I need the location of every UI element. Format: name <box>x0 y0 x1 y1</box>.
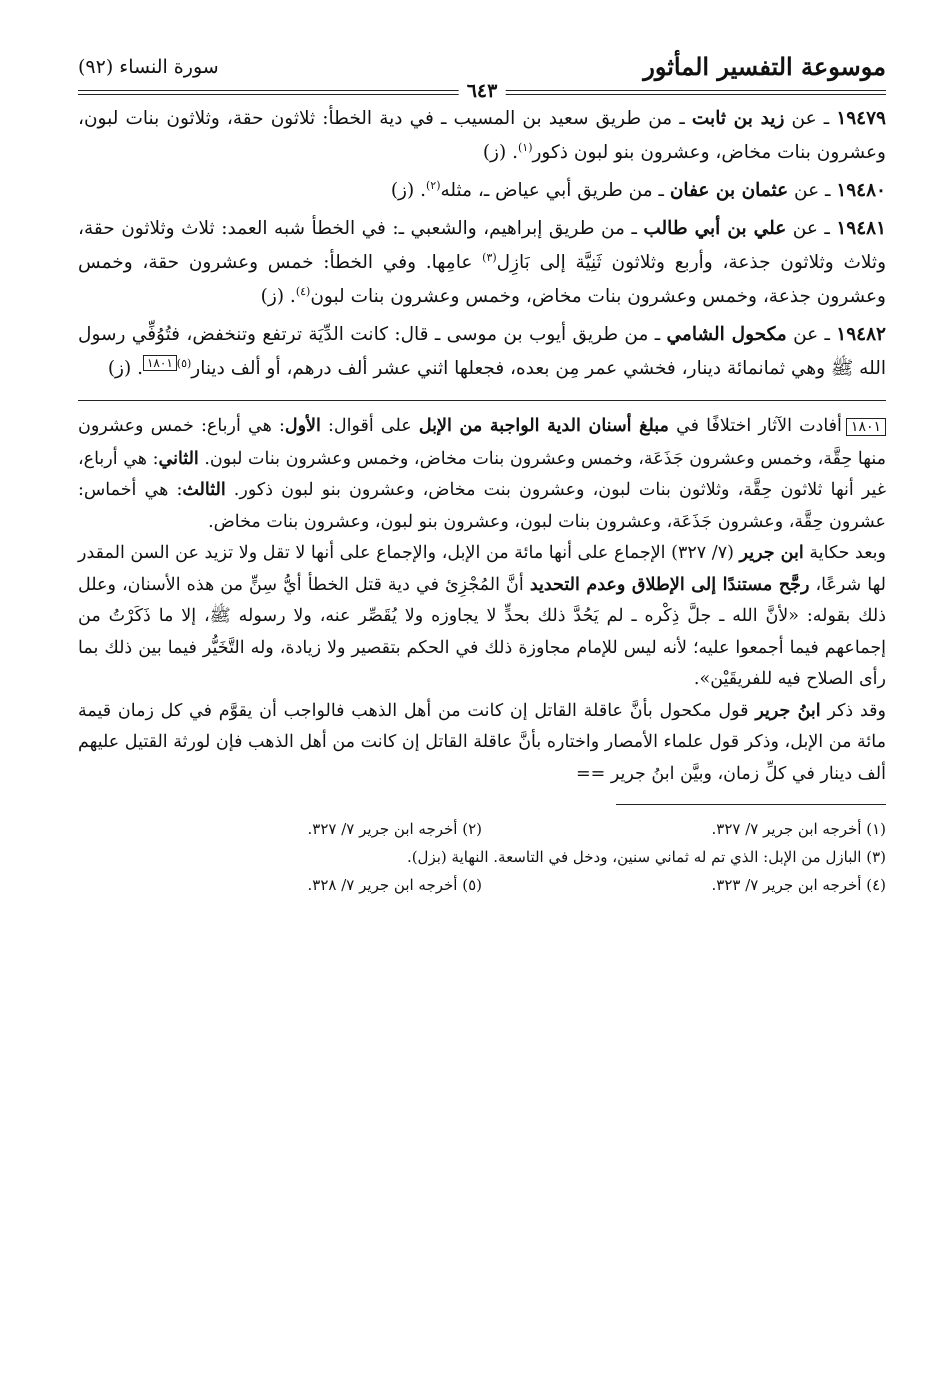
entry-source-tag: . (ز) <box>107 358 143 379</box>
entry-number: ١٩٤٨٠ <box>836 180 886 201</box>
entry-dash: ـ عن <box>786 218 837 239</box>
footnote-2: (٢) أخرجه ابن جرير ٧/ ٣٢٧. <box>307 820 482 838</box>
commentary-text: وقد ذكر <box>820 700 886 721</box>
entry-19480 <box>78 174 886 208</box>
entry-narrator: علي بن أبي طالب <box>643 218 787 239</box>
page-header <box>78 44 886 102</box>
page-number: ٦٤٣ <box>459 80 506 102</box>
entry-number: ١٩٤٨٢ <box>836 324 886 345</box>
commentary-text: على أقوال: <box>320 416 419 436</box>
book-title: موسوعة التفسير المأثور <box>643 52 886 81</box>
commentary-text: (٧/ ٣٢٧) الإجماع على أنها مائة من الإبل، والإجماع على أنها لا تقل ولا تزيد عن السن المقدر لها شرعًا، <box>78 543 886 595</box>
commentary-paragraph <box>78 696 886 791</box>
entry-text: ـ من طريق أبي عياض ـ، مثله <box>440 180 670 201</box>
entry-narrator: مكحول الشامي <box>666 324 787 345</box>
entry-19482 <box>78 318 886 386</box>
entry-text: ـ من طريق أيوب بن موسى ـ قال: كانت الدِّيَة ترتفع وتنخفض، فتُوُفِّي رسول الله ﷺ وهي ثمانمائة دينار، فخشي عمر مِن بعده، فجعلها اثني عشر ألف درهم، أو ألف دينار <box>78 324 886 379</box>
commentary-reference-box[interactable]: ١٨٠١ <box>143 355 177 371</box>
footnotes <box>78 815 886 899</box>
entry-narrator: زيد بن ثابت <box>691 108 785 129</box>
commentary-paragraph <box>78 538 886 696</box>
entry-19479 <box>78 102 886 170</box>
footnote-1: (١) أخرجه ابن جرير ٧/ ٣٢٧. <box>711 820 886 838</box>
footnote-marker: (٢) <box>425 178 441 192</box>
commentary-text: وبعد حكاية <box>803 543 886 563</box>
entry-narrator: عثمان بن عفان <box>669 180 789 201</box>
footnote-marker: (١) <box>517 140 533 154</box>
commentary-text: أفادت الآثار اختلافًا في <box>668 416 842 436</box>
commentary-number-box: ١٨٠١ <box>846 418 886 436</box>
footnote-rule <box>616 804 886 805</box>
surah-reference: سورة النساء (٩٢) <box>78 56 219 78</box>
footnote-marker: (٤) <box>295 284 311 298</box>
footnote-row <box>78 843 886 871</box>
footnote-marker: (٣) <box>482 250 497 264</box>
entry-text: ـ من طريق إبراهيم، والشعبي ـ: في الخطأ شبه العمد: ثلاث وثلاثون حقة، وثلاث وثلاثون جذعة، وأربع وثلاثون ثَنِيَّة إلى بَازِل <box>78 218 886 273</box>
entry-source-tag: . (ز) <box>260 286 296 307</box>
entry-number: ١٩٤٨١ <box>836 218 887 239</box>
entry-number: ١٩٤٧٩ <box>836 108 886 129</box>
scholar-name: ابنُ جرير <box>755 700 821 721</box>
opinion-label-third: الثالث <box>182 480 226 500</box>
page <box>78 44 886 899</box>
commentary-text: أنَّ المُجْزِئ في دية قتل الخطأ أيُّ سِنٍّ من هذه الأسنان، وعلل ذلك بقوله: «لأنَّ الله ـ جلَّ ذِكْره ـ لم يَحُدَّ ذلك بحدٍّ لا يجاوزه ولا يُقَصِّر عنه، ولا رسوله ﷺ، إلا ما ذَكَرْتُ من إجماعهم فيما أجمعوا عليه؛ لأنه ليس للإمام مجاوزة ذلك في الحكم بتقصير ولا زيادة، وله التَّخَيُّر فيما بين ذلك بما رأى الصلاح فيه للفريقَيْن». <box>78 574 886 689</box>
commentary-text: : هي أخماس: عشرون حِقَّة، وعشرون جَذَعَة، وعشرون بنات لبون، وعشرون بنو لبون، وعشرون بنات مخاض. <box>78 480 886 532</box>
entry-dash: ـ عن <box>784 108 837 129</box>
commentary-bold-text: رجَّح مستندًا إلى الإطلاق وعدم التحديد <box>529 574 810 595</box>
entry-source-tag: . (ز) <box>390 180 426 201</box>
footnote-marker: (٥) <box>176 356 192 370</box>
commentary-text: : هي أرباع: خمس وعشرون منها حِقَّة، وخمس وعشرون جَذَعَة، وخمس وعشرون بنات مخاض، وخمس وعشرون بنات لبون. <box>78 416 886 469</box>
opinion-label-second: الثاني <box>158 448 199 469</box>
commentary-text: : هي أرباع، غير أنها ثلاثون حِقَّة، وثلاثون بنات لبون، وعشرون بنت مخاض، وعشرون بنو لبون ذكور. <box>78 448 886 500</box>
commentary-text: قول مكحول بأنَّ عاقلة القاتل إن كانت من أهل الذهب فالواجب أن يقوَّم في كل زمان قيمة مائة من الإبل، وذكر قول علماء الأمصار واختاره بأنَّ عاقلة القاتل إن كانت من أهل الذهب فإن لورثة القتيل عليهم ألف دينار في كلِّ زمان، وبيَّن ابنُ جرير == <box>78 700 886 784</box>
entry-source-tag: . (ز) <box>482 142 518 163</box>
commentary-paragraph <box>78 411 886 538</box>
commentary-section <box>78 411 886 790</box>
entry-text: ـ من طريق سعيد بن المسيب ـ في دية الخطأ: ثلاثون حقة، وثلاثون بنات لبون، وعشرون بنات مخاض، وعشرون بنو لبون ذكور <box>78 108 886 163</box>
entry-19481 <box>78 212 886 314</box>
scholar-name: ابن جرير <box>739 543 804 563</box>
footnote-row <box>78 871 886 899</box>
footnote-4: (٤) أخرجه ابن جرير ٧/ ٣٢٣. <box>711 876 886 894</box>
entry-dash: ـ عن <box>786 324 837 345</box>
entry-dash: ـ عن <box>788 180 837 201</box>
footnote-3: (٣) البازل من الإبل: الذي تم له ثماني سنين، ودخل في التاسعة. النهاية (بزل). <box>406 848 886 866</box>
footnote-row <box>78 815 886 843</box>
opinion-label-first: الأول <box>284 416 321 436</box>
commentary-bold-text: مبلغ أسنان الدية الواجبة من الإبل <box>418 416 669 436</box>
entry-text-continued: عامِها. وفي الخطأ: خمس وعشرون حقة، وخمس وعشرون جذعة، وخمس وعشرون بنات مخاض، وخمس وعشرون بنات لبون <box>78 252 886 307</box>
commentary-separator <box>78 400 886 401</box>
footnote-5: (٥) أخرجه ابن جرير ٧/ ٣٢٨. <box>307 876 482 894</box>
